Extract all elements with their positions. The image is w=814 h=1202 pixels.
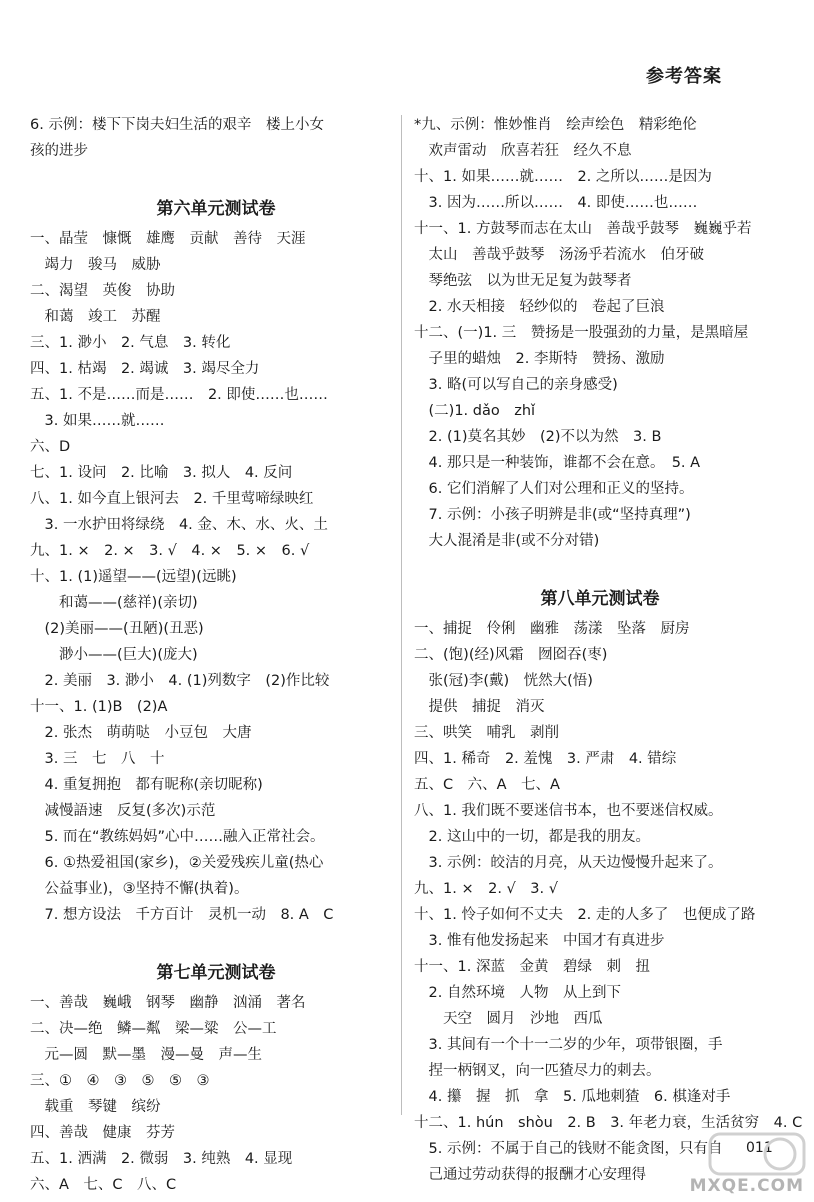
answer-line: 十一、1. 深蓝 金黄 碧绿 刺 扭 [414, 959, 650, 975]
answer-line: 2. 美丽 3. 渺小 4. (1)列数字 (2)作比较 [30, 673, 330, 689]
answer-line: 十一、1. 方鼓琴而志在太山 善哉乎鼓琴 巍巍乎若 [414, 221, 752, 237]
answer-line: 2. 张杰 萌萌哒 小豆包 大唐 [30, 725, 252, 741]
section-title: 第七单元测试卷 [156, 963, 276, 983]
answer-line: 四、1. 枯竭 2. 竭诚 3. 竭尽全力 [30, 361, 260, 377]
answer-line: 6. 它们消解了人们对公理和正义的坚持。 [414, 481, 694, 497]
answer-line: 载重 琴键 缤纷 [30, 1099, 161, 1115]
answer-line: *九、示例：惟妙惟肖 绘声绘色 精彩绝伦 [414, 117, 697, 133]
answer-line: 琴绝弦 以为世无足复为鼓琴者 [414, 273, 632, 289]
spacer [414, 554, 786, 570]
answer-line: 十二、1. hún shòu 2. B 3. 年老力衰，生活贫穷 4. C [414, 1115, 803, 1131]
answer-line: 三、1. 渺小 2. 气息 3. 转化 [30, 335, 231, 351]
answer-line: 十、1. (1)遥望——(远望)(远眺) [30, 569, 237, 585]
answer-line: 提供 捕捉 消灭 [414, 699, 545, 715]
answer-line: 九、1. × 2. × 3. √ 4. × 5. × 6. √ [30, 543, 310, 559]
answer-line: 天空 圆月 沙地 西瓜 [414, 1011, 603, 1027]
answer-line: 三、哄笑 哺乳 剥削 [414, 725, 559, 741]
right-column [414, 112, 803, 1188]
answer-line: 六、D [30, 439, 71, 455]
answer-line: 2. 自然环境 人物 从上到下 [414, 985, 621, 1001]
answer-line: 二、(饱)(经)风霜 囫囵吞(枣) [414, 647, 608, 663]
answer-line: 3. 其间有一个十一二岁的少年，项带银圈，手 [414, 1037, 723, 1053]
answer-line: 捏一柄钢叉，向一匹猹尽力的刺去。 [414, 1063, 661, 1079]
answer-line: 和蔼 竣工 苏醒 [30, 309, 161, 325]
answer-line: 3. 示例：皎洁的月亮，从天边慢慢升起来了。 [414, 855, 723, 871]
answer-line: 张(冠)李(戴) 恍然大(悟) [414, 673, 593, 689]
answer-line: 7. 示例：小孩子明辨是非(或“坚持真理”) [414, 507, 691, 523]
answer-line: 子里的蜡烛 2. 李斯特 赞扬、激励 [414, 351, 665, 367]
answer-line: 渺小——(巨大)(庞大) [30, 647, 198, 663]
answer-line: 五、C 六、A 七、A [414, 777, 560, 793]
spacer [30, 164, 402, 180]
spacer [30, 928, 402, 944]
answer-line: 十、1. 如果……就…… 2. 之所以……是因为 [414, 169, 712, 185]
answer-line: 六、A 七、C 八、C [30, 1177, 177, 1193]
answer-line: 八、1. 如今直上银河去 2. 千里莺啼绿映红 [30, 491, 314, 507]
answer-line: 6. 示例：楼下下岗夫妇生活的艰辛 楼上小女 [30, 117, 324, 133]
answer-line: 和蔼——(慈祥)(亲切) [30, 595, 198, 611]
answer-line: 2. (1)莫名其妙 (2)不以为然 3. B [414, 429, 662, 445]
answer-line: 五、1. 洒满 2. 微弱 3. 纯熟 4. 显现 [30, 1151, 293, 1167]
answer-line: 一、善哉 巍峨 钢琴 幽静 汹涌 著名 [30, 995, 306, 1011]
answer-line: 4. 重复拥抱 都有昵称(亲切昵称) [30, 777, 263, 793]
answer-line: (二)1. dǎo zhǐ [414, 403, 536, 419]
answer-line: 太山 善哉乎鼓琴 汤汤乎若流水 伯牙破 [414, 247, 704, 263]
answer-line: 大人混淆是非(或不分对错) [414, 533, 600, 549]
answer-line: 四、善哉 健康 芬芳 [30, 1125, 175, 1141]
answer-line: 3. 如果……就…… [30, 413, 165, 429]
answer-line: 一、捕捉 伶俐 幽雅 荡漾 坠落 厨房 [414, 621, 690, 637]
answer-line: 减慢語速 反复(多次)示范 [30, 803, 216, 819]
answer-line: 2. 这山中的一切，都是我的朋友。 [414, 829, 650, 845]
answer-line: 三、① ④ ③ ⑤ ⑤ ③ [30, 1073, 210, 1089]
answer-line: 二、渴望 英俊 协助 [30, 283, 175, 299]
answer-line: 八、1. 我们既不要迷信书本，也不要迷信权威。 [414, 803, 723, 819]
answer-line: 四、1. 稀奇 2. 羞愧 3. 严肃 4. 错综 [414, 751, 677, 767]
answer-line: 5. 示例：不属于自己的钱财不能贪图，只有自 [414, 1141, 723, 1157]
answer-line: 元—圆 默—墨 漫—曼 声—生 [30, 1047, 262, 1063]
watermark-text: MXQE.COM [689, 1176, 804, 1196]
answer-line: 3. 略(可以写自己的亲身感受) [414, 377, 618, 393]
answer-line: 6. ①热爱祖国(家乡)，②关爱残疾儿童(热心 [30, 855, 324, 871]
answer-line: 公益事业)，③坚持不懈(执着)。 [30, 881, 249, 897]
left-column [30, 112, 402, 1198]
answer-line: 7. 想方设法 千方百计 灵机一动 8. A C [30, 907, 334, 923]
answer-line: 七、1. 设问 2. 比喻 3. 拟人 4. 反问 [30, 465, 293, 481]
answer-line: 二、决—绝 鳞—粼 梁—粱 公—工 [30, 1021, 277, 1037]
answer-line: 3. 因为……所以…… 4. 即使……也…… [414, 195, 698, 211]
answer-line: 九、1. × 2. √ 3. √ [414, 881, 558, 897]
answer-line: 竭力 骏马 威胁 [30, 257, 161, 273]
section-title: 第八单元测试卷 [540, 589, 660, 609]
answer-line: 3. 一水护田将绿绕 4. 金、木、水、火、土 [30, 517, 328, 533]
answer-line: 十、1. 怜子如何不丈夫 2. 走的人多了 也便成了路 [414, 907, 756, 923]
answer-line: 孩的进步 [30, 143, 88, 159]
answer-line: 欢声雷动 欣喜若狂 经久不息 [414, 143, 632, 159]
answer-line: 一、晶莹 慷慨 雄鹰 贡献 善待 天涯 [30, 231, 306, 247]
section-title: 第六单元测试卷 [156, 199, 276, 219]
page-header-title: 参考答案 [646, 66, 722, 87]
answer-line: 5. 而在“教练妈妈”心中……融入正常社会。 [30, 829, 325, 845]
answer-line: 2. 水天相接 轻纱似的 卷起了巨浪 [414, 299, 665, 315]
column-divider [401, 115, 402, 1115]
answer-line: 十一、1. (1)B (2)A [30, 699, 168, 715]
answer-line: 4. 攥 握 抓 拿 5. 瓜地刺猹 6. 棋逢对手 [414, 1089, 731, 1105]
answer-line: 4. 那只是一种装饰，谁都不会在意。 5. A [414, 455, 701, 471]
answer-line: 五、1. 不是……而是…… 2. 即使……也…… [30, 387, 328, 403]
page-number: 011 [746, 1140, 773, 1156]
answer-line: (2)美丽——(丑陋)(丑恶) [30, 621, 204, 637]
answer-line: 3. 三 七 八 十 [30, 751, 165, 767]
answer-line: 十二、(一)1. 三 赞扬是一股强劲的力量，是黑暗屋 [414, 325, 749, 341]
answer-line: 己通过劳动获得的报酬才心安理得 [414, 1167, 646, 1183]
answer-line: 3. 惟有他发扬起来 中国才有真进步 [414, 933, 665, 949]
watermark-logo [650, 1128, 810, 1198]
